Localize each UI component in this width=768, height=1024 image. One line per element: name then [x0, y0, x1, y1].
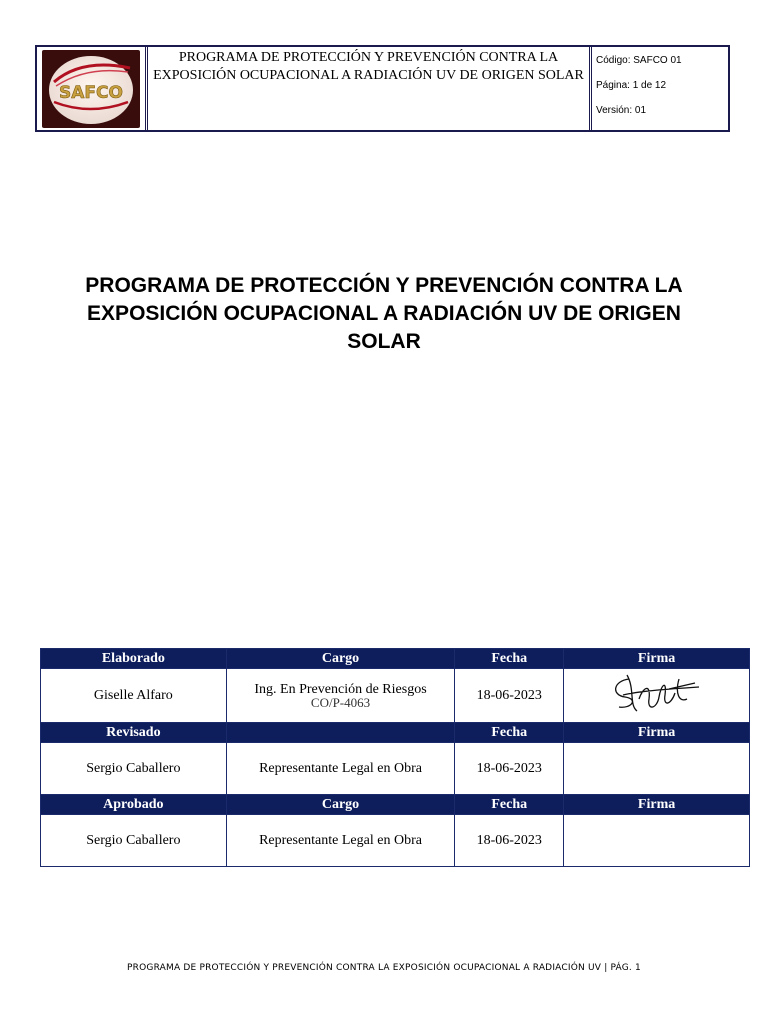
revisado-nombre: Sergio Caballero	[41, 743, 227, 795]
revisado-fecha: 18-06-2023	[455, 743, 564, 795]
revisado-firma	[564, 743, 750, 795]
elaborado-header-row	[41, 649, 750, 669]
header-aprobado: Aprobado	[41, 795, 227, 815]
version-label: Versión: 01	[596, 105, 647, 116]
aprobado-row	[41, 815, 750, 867]
header-elaborado: Elaborado	[41, 649, 227, 669]
logo-text: SAFCO	[59, 82, 123, 103]
document-header	[35, 45, 730, 132]
header-revisado-firma: Firma	[564, 723, 750, 743]
aprobado-nombre: Sergio Caballero	[41, 815, 227, 867]
safco-logo	[42, 50, 140, 128]
aprobado-fecha: 18-06-2023	[455, 815, 564, 867]
signature-table	[40, 648, 750, 867]
codigo-label: Código: SAFCO 01	[596, 55, 682, 66]
elaborado-cargo-registro: CO/P-4063	[310, 695, 371, 710]
aprobado-cargo: Representante Legal en Obra	[226, 815, 455, 867]
header-aprobado-cargo: Cargo	[226, 795, 455, 815]
header-revisado: Revisado	[41, 723, 227, 743]
safco-logo-graphic	[42, 50, 140, 128]
header-revisado-fecha: Fecha	[455, 723, 564, 743]
page-footer: PROGRAMA DE PROTECCIÓN Y PREVENCIÓN CONTRA LA EXPOSICIÓN OCUPACIONAL A RADIACIÓN UV | PÁG. 1	[127, 963, 641, 973]
header-title: PROGRAMA DE PROTECCIÓN Y PREVENCIÓN CONTRA LA EXPOSICIÓN OCUPACIONAL A RADIACIÓN UV DE ORIGEN SOLAR	[148, 47, 592, 130]
logo-cell	[37, 47, 148, 130]
header-fecha: Fecha	[455, 649, 564, 669]
revisado-header-row	[41, 723, 750, 743]
aprobado-header-row	[41, 795, 750, 815]
document-meta	[592, 47, 728, 130]
header-revisado-cargo	[226, 723, 455, 743]
header-cargo: Cargo	[226, 649, 455, 669]
revisado-cargo: Representante Legal en Obra	[226, 743, 455, 795]
header-aprobado-fecha: Fecha	[455, 795, 564, 815]
elaborado-firma	[564, 669, 750, 723]
header-aprobado-firma: Firma	[564, 795, 750, 815]
elaborado-cargo	[226, 669, 455, 723]
handwritten-signature	[609, 669, 705, 717]
pagina-label: Página: 1 de 12	[596, 80, 667, 91]
header-firma: Firma	[564, 649, 750, 669]
revisado-row	[41, 743, 750, 795]
elaborado-nombre: Giselle Alfaro	[41, 669, 227, 723]
elaborado-cargo-text: Ing. En Prevención de Riesgos	[254, 682, 427, 697]
elaborado-fecha: 18-06-2023	[455, 669, 564, 723]
main-title: PROGRAMA DE PROTECCIÓN Y PREVENCIÓN CONTRA LA EXPOSICIÓN OCUPACIONAL A RADIACIÓN UV DE ORIGEN SOLAR	[85, 274, 683, 353]
elaborado-row	[41, 669, 750, 723]
aprobado-firma	[564, 815, 750, 867]
